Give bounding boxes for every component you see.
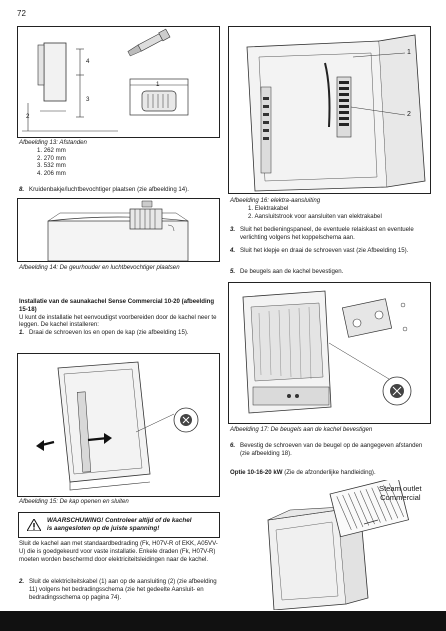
callout-1: 1 bbox=[407, 49, 411, 56]
option-power: Optie 10-16-20 kW bbox=[230, 469, 283, 476]
step-number: 8. bbox=[19, 186, 25, 193]
installation-section bbox=[19, 298, 219, 337]
figure-15-open-cover bbox=[17, 353, 220, 497]
step-text: De beugels aan de kachel bevestigen. bbox=[240, 268, 344, 275]
callout-2: 2 bbox=[407, 111, 411, 118]
connection-list bbox=[230, 205, 430, 221]
label-line-2: Commercial bbox=[380, 493, 421, 503]
warning-text bbox=[47, 517, 192, 533]
step-5 bbox=[230, 268, 430, 276]
step-4 bbox=[230, 247, 430, 255]
open-cover-illustration bbox=[18, 354, 219, 496]
dim-label-1: 1 bbox=[156, 81, 160, 88]
dim-label-4: 4 bbox=[86, 58, 90, 65]
step-3 bbox=[230, 226, 430, 242]
installation-heading: Installatie van de saunakachel Sense Commercial 10-20 (afbeelding 15-18) bbox=[19, 298, 215, 313]
step-number: 2. bbox=[19, 578, 25, 585]
list-item: 1. 262 mm bbox=[37, 146, 66, 154]
step-number: 6. bbox=[230, 442, 236, 449]
electrical-connection-illustration bbox=[229, 27, 430, 193]
figure-17-brackets bbox=[228, 282, 431, 424]
figure-14-caption: Afbeelding 14: De geurhouder en luchtbevochtiger plaatsen bbox=[19, 264, 180, 271]
step-8 bbox=[19, 186, 219, 194]
figure-14-aroma-holder bbox=[17, 198, 220, 262]
step-number: 5. bbox=[230, 268, 236, 275]
dim-label-3: 3 bbox=[86, 96, 90, 103]
step-6 bbox=[230, 442, 430, 458]
installation-intro: U kunt de installatie het eenvoudigst voorbereiden door de kachel neer te leggen. De kachel installeren: bbox=[19, 313, 217, 329]
step-text: Sluit de elektriciteitskabel (1) aan op de aansluiting (2) (zie afbeelding 11) volgens het bedradingsschema (zie het gedeelte Aansluit- en bedradingsschema op pagina 74). bbox=[29, 578, 217, 601]
figure-16-caption bbox=[230, 197, 430, 220]
page-number: 72 bbox=[17, 9, 26, 18]
warning-line-2: is aangesloten op de juiste spanning! bbox=[47, 525, 160, 532]
step-number: 3. bbox=[230, 226, 236, 233]
list-item: 1. Elektrakabel bbox=[248, 204, 289, 212]
figure-16-title: Afbeelding 16: elektra-aansluiting bbox=[230, 197, 321, 204]
step-1 bbox=[19, 329, 219, 337]
step-number: 4. bbox=[230, 247, 236, 254]
step-text: Sluit het bedieningspaneel, de eventuele relaiskast en eventuele verlichting volgens het koppelschema aan. bbox=[240, 226, 414, 241]
list-item: 3. 532 mm bbox=[37, 162, 66, 170]
dim-label-2: 2 bbox=[26, 113, 30, 120]
figure-15-caption: Afbeelding 15: De kap openen en sluiten bbox=[19, 498, 129, 505]
warning-icon bbox=[27, 519, 41, 531]
brackets-illustration bbox=[229, 283, 430, 423]
step-text: Draai de schroeven los en open de kap (zie afbeelding 15). bbox=[29, 329, 189, 337]
step-text: Bevestig de schroeven van de beugel op de aangegeven afstanden (zie afbeelding 18). bbox=[240, 442, 423, 457]
distance-list bbox=[19, 147, 219, 178]
wiring-paragraph: Sluit de kachel aan met standaardbedrading (Fk, H07V-R of EKK, A05VV-U) die is goedgekeurd voor vaste installatie. Enkele draden (Fk, H07V-R) moeten worden beschermd door elektriciteitsleidingen naar de kachel. bbox=[19, 540, 218, 563]
step-text: Sluit het klepje en draai de schroeven vast (zie Afbeelding 15). bbox=[240, 247, 409, 254]
list-item: 4. 206 mm bbox=[37, 170, 66, 178]
page-footer-bar bbox=[0, 611, 446, 631]
label-line-1: Steam outlet bbox=[379, 484, 422, 493]
option-line bbox=[230, 469, 430, 477]
distances-diagram bbox=[18, 27, 219, 137]
option-note: (Zie de afzonderlijke handleiding). bbox=[282, 469, 376, 476]
step-number: 1. bbox=[19, 329, 25, 337]
steam-outlet-label bbox=[379, 484, 422, 502]
figure-18-steam-outlet bbox=[228, 480, 429, 610]
figure-17-caption: Afbeelding 17: De beugels aan de kachel bevestigen bbox=[230, 426, 373, 433]
figure-13-title: Afbeelding 13: Afstanden bbox=[19, 139, 87, 146]
aroma-holder-illustration bbox=[18, 199, 219, 261]
figure-13-caption bbox=[19, 139, 219, 178]
warning-line-1: WAARSCHUWING! Controleer altijd of de kachel bbox=[47, 516, 192, 524]
warning-box bbox=[18, 512, 220, 538]
list-item: 2. Aansluitstrook voor aansluiten van elektrakabel bbox=[248, 212, 382, 220]
step-2 bbox=[19, 578, 219, 601]
figure-13-distances bbox=[17, 26, 220, 138]
step-text: Kruidenbakje/luchtbevochtiger plaatsen (zie afbeelding 14). bbox=[29, 186, 189, 193]
list-item: 2. 270 mm bbox=[37, 154, 66, 162]
figure-16-electrical-connection bbox=[228, 26, 431, 194]
